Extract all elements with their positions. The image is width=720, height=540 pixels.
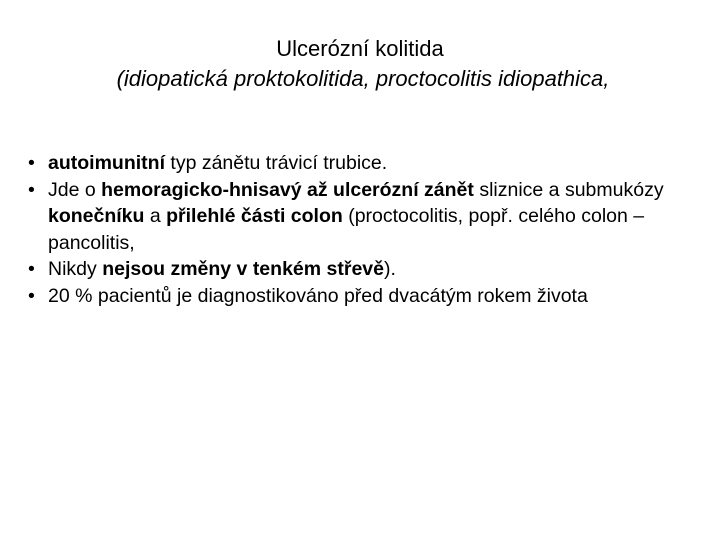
- bullet-text-run: sliznice a submukózy: [473, 178, 664, 201]
- bullet-icon: •: [28, 178, 35, 201]
- bullet-item: [28, 177, 708, 257]
- bullet-text-run: (proctocolitis, popř. celého colon – pancolitis,: [48, 205, 645, 254]
- bullet-text-run: autoimunitní: [48, 152, 165, 174]
- bullet-item: [28, 150, 708, 177]
- bullet-icon: •: [28, 152, 35, 174]
- slide-title: Ulcerózní kolitida: [276, 36, 444, 61]
- bullet-text-run: hemoragicko-hnisavý až ulcerózní zánět: [101, 178, 474, 201]
- bullet-text-run: přilehlé části colon: [166, 205, 343, 227]
- bullet-text-run: Jde o: [48, 178, 102, 201]
- bullet-text-run: nejsou změny v tenkém střevě: [102, 258, 384, 280]
- bullet-icon: •: [28, 284, 35, 307]
- bullet-text-run: typ zánětu trávicí trubice.: [164, 152, 388, 174]
- bullet-item: [28, 256, 708, 283]
- bullet-icon: •: [28, 258, 35, 280]
- bullet-text-run: Nikdy: [48, 258, 103, 280]
- bullet-text-run: 20 % pacientů je diagnostikováno před dvacátým rokem života: [48, 284, 588, 307]
- bullet-text-run: a: [144, 205, 167, 227]
- bullet-text-run: ).: [383, 258, 396, 280]
- title-block: [0, 34, 720, 94]
- bullet-item: [28, 283, 708, 310]
- bullet-list: [28, 150, 708, 309]
- bullet-text-run: konečníku: [48, 205, 145, 227]
- slide-subtitle: (idiopatická proktokolitida, proctocolitis idiopathica,: [116, 66, 610, 91]
